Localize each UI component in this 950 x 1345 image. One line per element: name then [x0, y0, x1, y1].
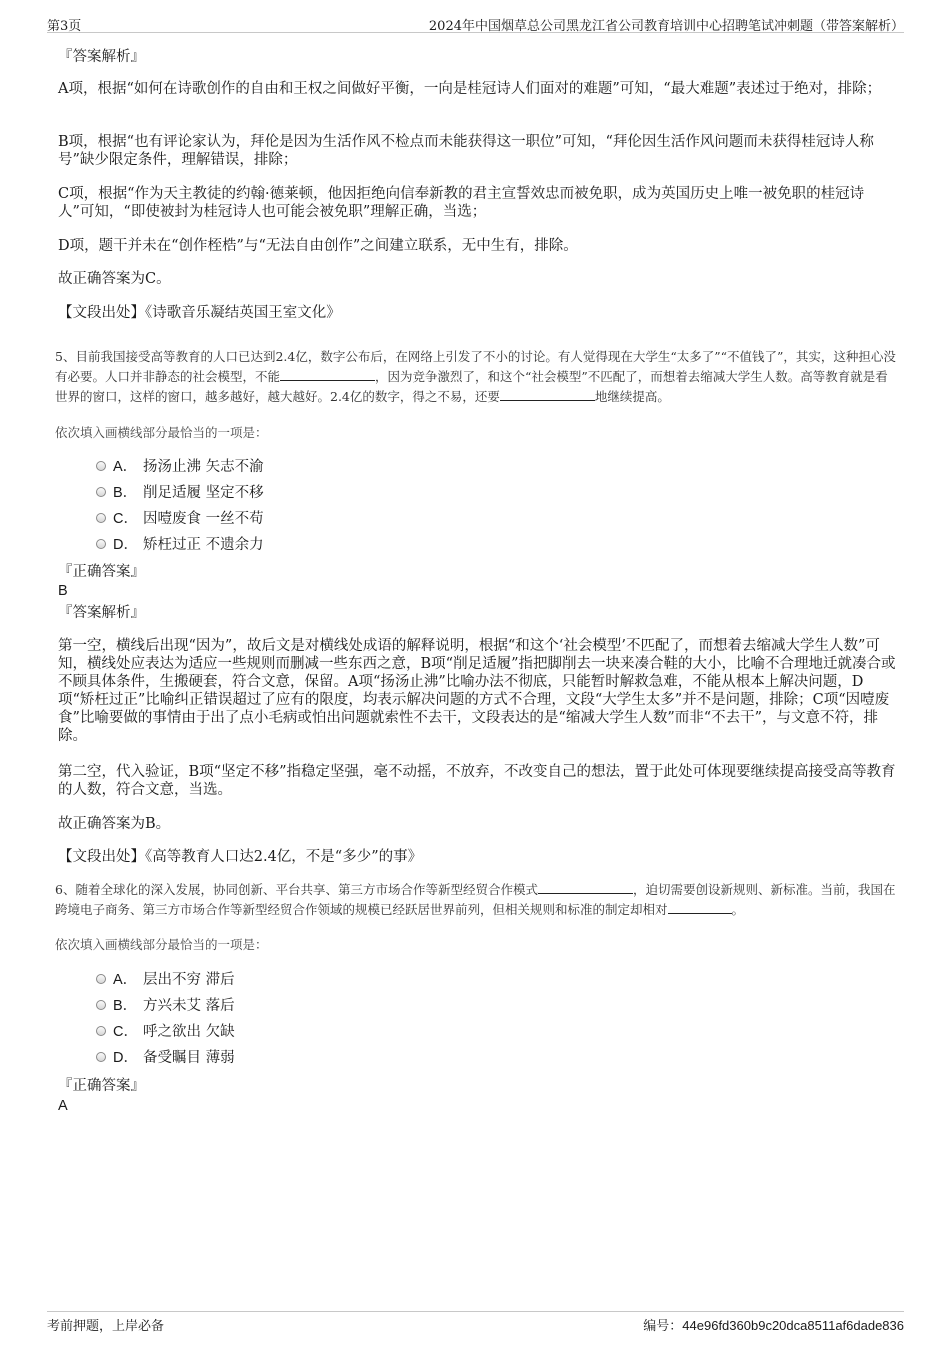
analysis-heading: 『答案解析』 — [58, 49, 145, 65]
analysis-option-c: C项，根据“作为天主教徒的约翰·德莱顿，他因拒绝向信奉新教的君主宣誓效忠而被免职，成为英国历史上唯一被免职的桂冠诗人”可知，“即使被封为桂冠诗人也可能会被免职”理解正确，当选； — [58, 186, 865, 220]
correct-answer: B — [58, 583, 68, 599]
answer-conclusion: 故正确答案为C。 — [58, 271, 171, 287]
question-5-stem: 5、目前我国接受高等教育的人口已达到2.4亿，数字公布后，在网络上引发了不小的讨论。有人觉得现在大学生“太多了”“不值钱了”，其实，这种担心没有必要。人口并非静态的社会模型，不能 ，因为竞争激烈了，和这个“社会模型”不匹配了，而想着去缩减大学生人数。高等教育就是看世界的窗口，这样的窗口，越多越好，越大越好。2.4亿的数字，得之不易，还要 地继续提高。 — [55, 349, 896, 404]
radio-icon[interactable] — [96, 539, 106, 549]
analysis-heading: 『答案解析』 — [58, 605, 145, 621]
q6-option-c[interactable]: C． 呼之欲出 欠缺 — [96, 1022, 235, 1042]
correct-answer-heading: 『正确答案』 — [58, 1078, 145, 1094]
radio-icon[interactable] — [96, 1026, 106, 1036]
footer-slogan: 考前押题，上岸必备 — [47, 1319, 165, 1334]
page-footer — [47, 1311, 904, 1334]
fill-blank-2 — [668, 901, 732, 914]
radio-icon[interactable] — [96, 974, 106, 984]
radio-icon[interactable] — [96, 513, 106, 523]
question-5-instruction: 依次填入画横线部分最恰当的一项是： — [55, 425, 268, 440]
radio-icon[interactable] — [96, 1052, 106, 1062]
analysis-option-d: D项，题干并未在“创作桎梏”与“无法自由创作”之间建立联系，无中生有，排除。 — [58, 238, 578, 254]
page-header — [47, 14, 904, 33]
q5-option-b[interactable]: B． 削足适履 坚定不移 — [96, 483, 264, 503]
radio-icon[interactable] — [96, 487, 106, 497]
fill-blank-2 — [500, 388, 595, 401]
q6-option-b[interactable]: B． 方兴未艾 落后 — [96, 996, 235, 1016]
question-6-instruction: 依次填入画横线部分最恰当的一项是： — [55, 937, 268, 952]
question-6-stem: 6、随着全球化的深入发展，协同创新、平台共享、第三方市场合作等新型经贸合作模式 ，迫切需要创设新规则、新标准。当前，我国在跨境电子商务、第三方市场合作等新型经贸合作领域的规模已经跃居世界前列，但相关规则和标准的制定却相对 。 — [55, 882, 896, 917]
document-code: 编号：44e96fd360b9c20dca8511af6dade836 — [643, 1318, 904, 1334]
analysis-blank-2: 第二空，代入验证，B项“坚定不移”指稳定坚强，毫不动摇，不放弃，不改变自己的想法，置于此处可体现要继续提高接受高等教育的人数，符合文意，当选。 — [58, 764, 896, 798]
q5-option-d[interactable]: D． 矫枉过正 不遗余力 — [96, 535, 264, 555]
fill-blank-1 — [538, 881, 633, 894]
passage-source: 【文段出处】《高等教育人口达2.4亿，不是“多少”的事》 — [58, 849, 423, 865]
document-title: 2024年中国烟草总公司黑龙江省公司教育培训中心招聘笔试冲刺题（带答案解析） — [428, 19, 904, 34]
analysis-option-b: B项，根据“也有评论家认为，拜伦是因为生活作风不检点而未能获得这一职位”可知，“拜伦因生活作风问题而未获得桂冠诗人称号”缺少限定条件，理解错误，排除； — [58, 134, 874, 168]
radio-icon[interactable] — [96, 1000, 106, 1010]
q5-option-a[interactable]: A． 扬汤止沸 矢志不渝 — [96, 457, 264, 477]
fill-blank-1 — [280, 368, 375, 381]
q6-option-d[interactable]: D． 备受瞩目 薄弱 — [96, 1048, 235, 1068]
page-number: 第3页 — [47, 19, 82, 34]
correct-answer: A — [58, 1098, 68, 1114]
answer-conclusion: 故正确答案为B。 — [58, 816, 171, 832]
correct-answer-heading: 『正确答案』 — [58, 564, 145, 580]
analysis-option-a: A项，根据“如何在诗歌创作的自由和王权之间做好平衡，一向是桂冠诗人们面对的难题”可知，“最大难题”表述过于绝对，排除； — [58, 81, 882, 97]
analysis-blank-1: 第一空，横线后出现“因为”，故后文是对横线处成语的解释说明，根据“和这个‘社会模型’不匹配了，而想着去缩减大学生人数”可知，横线处应表达为适应一些规则而删减一些东西之意，B项“削足适履”指把脚削去一块来凑合鞋的大小，比喻不合理地迁就凑合或不顾具体条件，生搬硬套，符合文意，保留。A项“扬汤止沸”比喻办法不彻底，只能暂时解救急难，不能从根本上解决问题，D项“矫枉过正”比喻纠正错误超过了应有的限度，均表示解决问题的方式不合理，文段“大学生太多”并不是问题，排除；C项“因噎废食”比喻要做的事情由于出了点小毛病或怕出问题就索性不去干，文段表达的是“缩减大学生人数”而非“不去干”，与文意不符，排除。 — [58, 638, 896, 744]
q6-option-a[interactable]: A． 层出不穷 滞后 — [96, 970, 235, 990]
radio-icon[interactable] — [96, 461, 106, 471]
passage-source: 【文段出处】《诗歌音乐凝结英国王室文化》 — [58, 305, 341, 321]
q5-option-c[interactable]: C． 因噎废食 一丝不苟 — [96, 509, 264, 529]
